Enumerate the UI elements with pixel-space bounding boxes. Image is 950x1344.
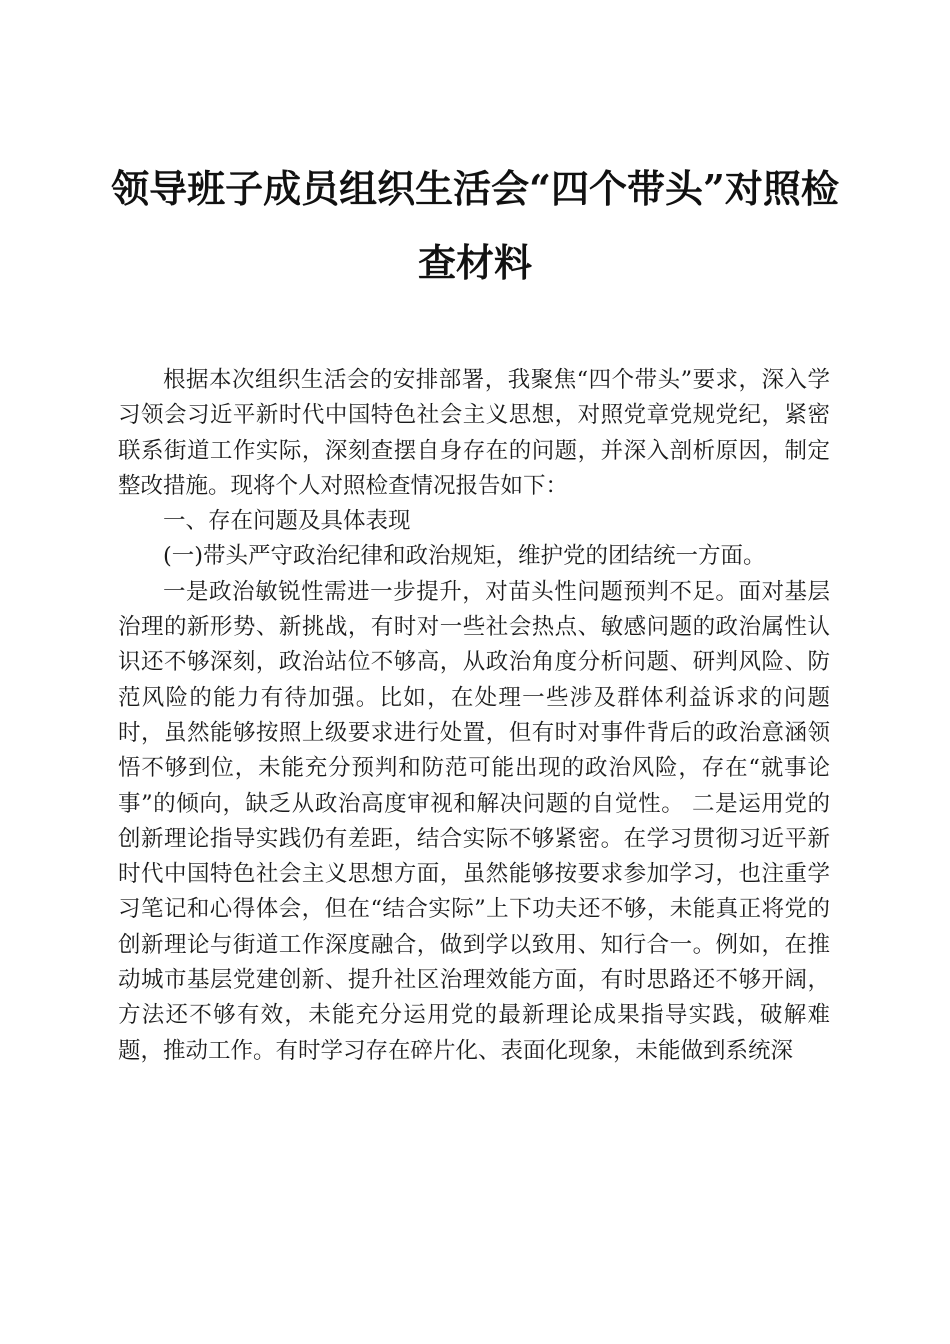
document-title-line-1: 领导班子成员组织生活会“四个带头”对照检 [111,166,839,211]
subsection-heading: (一)带头严守政治纪律和政治规矩，维护党的团结统一方面。 [163,543,766,570]
section-heading: 一、存在问题及具体表现 [163,508,411,535]
document-body [118,363,830,1069]
intro-paragraph: 根据本次组织生活会的安排部署，我聚焦“四个带头”要求，深入学习领会习近平新时代中国特色社会主义思想，对照党章党规党纪，紧密联系街道工作实际，深刻查摆自身存在的问题，并深入剖析原因，制定整改措施。现将个人对照检查情况报告如下： [118,367,830,499]
body-paragraph: 一是政治敏锐性需进一步提升，对苗头性问题预判不足。面对基层治理的新形势、新挑战，有时对一些社会热点、敏感问题的政治属性认识还不够深刻，政治站位不够高，从政治角度分析问题、研判风险、防范风险的能力有待加强。比如，在处理一些涉及群体利益诉求的问题时，虽然能够按照上级要求进行处置，但有时对事件背后的政治意涵领悟不够到位，未能充分预判和防范可能出现的政治风险，存在“就事论事”的倾向，缺乏从政治高度审视和解决问题的自觉性。 二是运用党的创新理论指导实践仍有差距，结合实际不够紧密。在学习贯彻习近平新时代中国特色社会主义思想方面，虽然能够按要求参加学习，也注重学习笔记和心得体会，但在“结合实际”上下功夫还不够，未能真正将党的创新理论与街道工作深度融合，做到学以致用、知行合一。例如，在推动城市基层党建创新、提升社区治理效能方面，有时思路还不够开阔，方法还不够有效，未能充分运用党的最新理论成果指导实践，破解难题，推动工作。有时学习存在碎片化、表面化现象，未能做到系统深 [118,578,830,1064]
document-title-line-2: 查材料 [417,240,532,285]
